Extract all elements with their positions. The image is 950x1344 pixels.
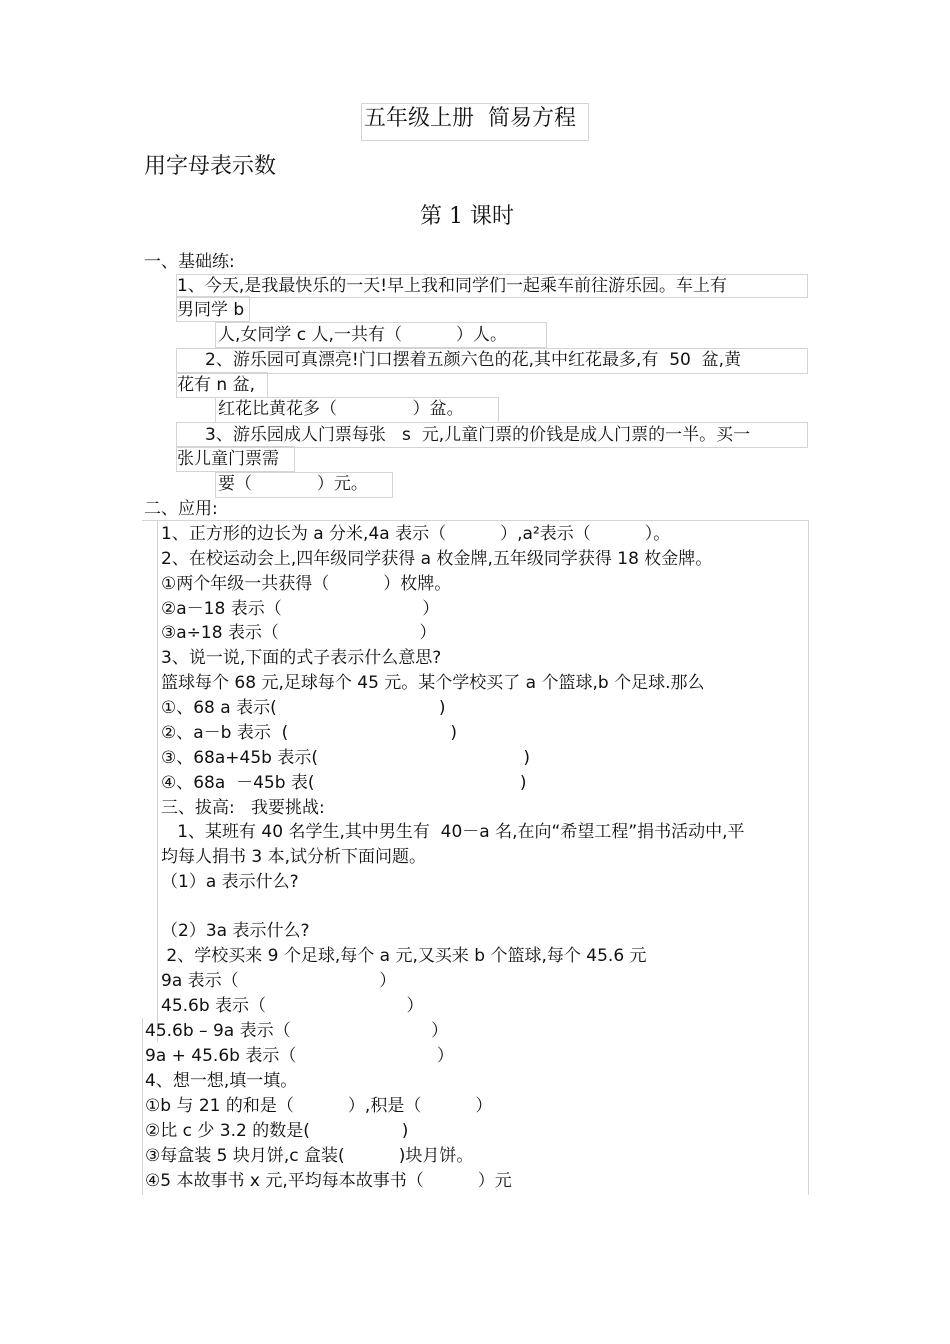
list-item: 1、正方形的边长为 a 分米,4a 表示（ ）,a²表示（ ）。 — [161, 524, 671, 544]
section2-border-right — [808, 520, 809, 1195]
page-title: 五年级上册 简易方程 — [364, 106, 576, 131]
list-item: ①、68 a 表示( ) — [161, 698, 446, 718]
q1-line1: 1、今天,是我最快乐的一天!早上我和同学们一起乘车前往游乐园。车上有 — [177, 276, 728, 296]
list-item: 4、想一想,填一填。 — [145, 1071, 298, 1091]
section3-border-left — [142, 1018, 143, 1195]
q3-line3: 要（ ）元。 — [218, 474, 368, 494]
q2-line2: 花有 n 盆, — [177, 375, 255, 395]
list-item: （2）3a 表示什么? — [161, 921, 310, 941]
list-item: ③a÷18 表示（ ） — [161, 623, 437, 643]
section3-heading: 三、拔高: 我要挑战: — [161, 798, 325, 818]
list-item: 2、学校买来 9 个足球,每个 a 元,又买来 b 个篮球,每个 45.6 元 — [161, 946, 647, 966]
section1-heading: 一、基础练: — [144, 252, 235, 272]
section2-heading: 二、应用: — [144, 499, 218, 519]
list-item: 9a + 45.6b 表示（ ） — [145, 1046, 454, 1066]
list-item: ②、a－b 表示 ( ) — [161, 723, 458, 743]
list-item: 1、某班有 40 名学生,其中男生有 40－a 名,在向“希望工程”捐书活动中,平 — [161, 822, 745, 842]
list-item: ④5 本故事书 x 元,平均每本故事书（ ）元 — [145, 1171, 512, 1191]
list-item: 9a 表示（ ） — [161, 971, 397, 991]
list-item: 45.6b 表示（ ） — [161, 996, 424, 1016]
section2-top-border — [142, 520, 808, 521]
list-item: 2、在校运动会上,四年级同学获得 a 枚金牌,五年级同学获得 18 枚金牌。 — [161, 549, 713, 569]
q1-line2: 男同学 b — [177, 300, 245, 320]
q1-line3: 人,女同学 c 人,一共有（ ）人。 — [218, 325, 507, 345]
list-item: 45.6b – 9a 表示（ ） — [145, 1021, 449, 1041]
list-item: ③、68a+45b 表示( ) — [161, 748, 530, 768]
list-item: ①b 与 21 的和是（ ）,积是（ ） — [145, 1096, 493, 1116]
list-item: 均每人捐书 3 本,试分析下面问题。 — [161, 847, 427, 867]
list-item: ③每盒装 5 块月饼,c 盒装( )块月饼。 — [145, 1146, 474, 1166]
q2-line3: 红花比黄花多（ ）盆。 — [218, 399, 464, 419]
list-item: ②比 c 少 3.2 的数是( ) — [145, 1121, 409, 1141]
q3-line2: 张儿童门票需 — [177, 449, 279, 469]
list-item: 篮球每个 68 元,足球每个 45 元。某个学校买了 a 个篮球,b 个足球.那么 — [161, 673, 705, 693]
list-item: 3、说一说,下面的式子表示什么意思? — [161, 648, 442, 668]
q3-line1: 3、游乐园成人门票每张 s 元,儿童门票的价钱是成人门票的一半。买一 — [205, 425, 751, 445]
list-item: ②a－18 表示（ ） — [161, 599, 440, 619]
lesson-heading: 第 1 课时 — [420, 204, 514, 229]
q2-line1: 2、游乐园可真漂亮!门口摆着五颜六色的花,其中红花最多,有 50 盆,黄 — [205, 350, 742, 370]
list-item: ④、68a －45b 表( ) — [161, 773, 527, 793]
list-item: （1）a 表示什么? — [161, 872, 299, 892]
section2-border-left — [157, 520, 158, 1042]
list-item: ①两个年级一共获得（ ）枚牌。 — [161, 574, 452, 594]
page-subtitle: 用字母表示数 — [144, 154, 277, 179]
